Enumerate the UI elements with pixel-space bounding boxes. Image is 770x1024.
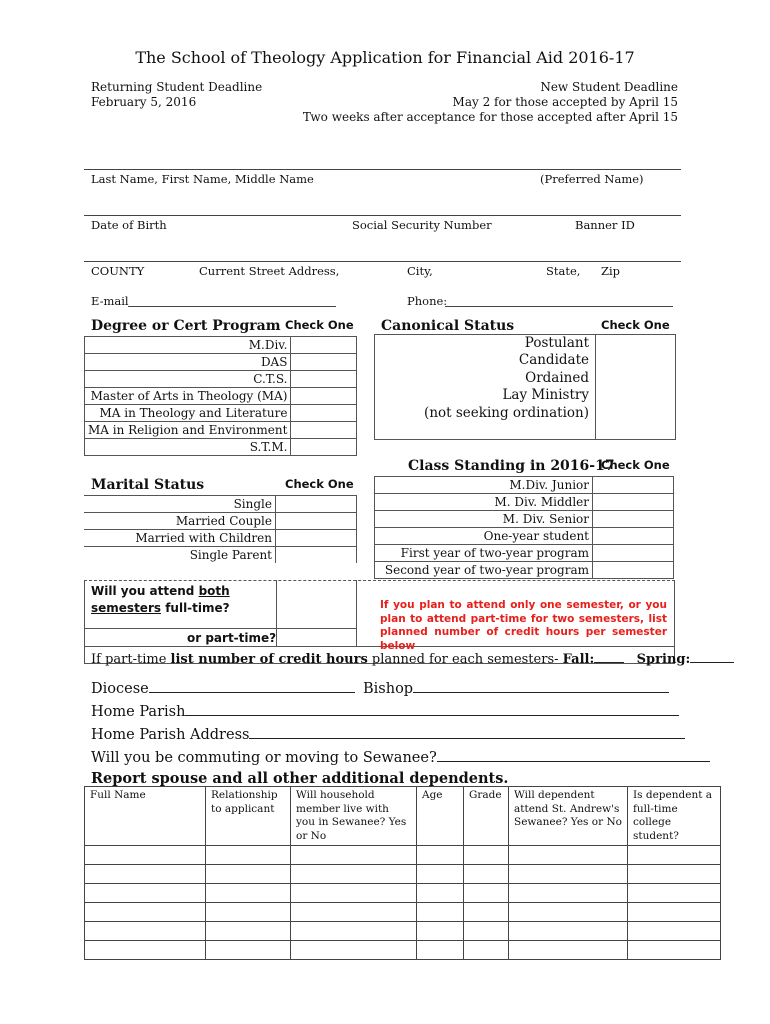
returning-deadline-date: February 5, 2016 <box>91 95 197 109</box>
zip-label: Zip <box>601 264 621 278</box>
county-label: COUNTY <box>91 264 145 278</box>
state-label: State, <box>546 264 581 278</box>
fall-credits-input[interactable] <box>594 648 624 663</box>
class-row <box>375 511 674 528</box>
class-standing-table <box>374 476 674 579</box>
degree-checkbox[interactable] <box>291 388 357 405</box>
marital-row <box>84 513 357 530</box>
email-label: E-mail <box>91 294 129 308</box>
diocese-field: Diocese <box>91 678 355 697</box>
returning-deadline-label: Returning Student Deadline <box>91 80 263 94</box>
marital-checkbox[interactable] <box>276 547 357 564</box>
commute-input[interactable] <box>437 747 710 762</box>
phone-input[interactable] <box>445 306 673 307</box>
new-deadline-line1: May 2 for those accepted by April 15 <box>452 95 678 109</box>
page-title: The School of Theology Application for Financial Aid 2016-17 <box>135 48 635 67</box>
degree-heading: Degree or Cert Program <box>91 318 281 334</box>
attendance-note: If you plan to attend only one semester, or you plan to attend part-time for two semesters, list planned number of credit hours per semester below <box>380 599 667 652</box>
degree-row <box>85 354 357 371</box>
marital-option: Married Couple <box>84 513 276 530</box>
home-parish-address-input[interactable] <box>249 724 685 739</box>
degree-checkbox[interactable] <box>291 337 357 354</box>
parttime-question: or part-time? <box>187 631 277 645</box>
table-row <box>85 884 721 903</box>
marital-checkbox[interactable] <box>276 530 357 547</box>
marital-checkbox[interactable] <box>276 496 357 513</box>
degree-checkbox[interactable] <box>291 371 357 388</box>
preferred-name-label: (Preferred Name) <box>540 172 644 186</box>
class-standing-check-one: Check One <box>601 458 670 472</box>
dob-line[interactable] <box>84 215 681 216</box>
new-deadline-line2: Two weeks after acceptance for those accepted after April 15 <box>302 110 678 124</box>
home-parish-address-field: Home Parish Address <box>91 724 685 743</box>
class-checkbox[interactable] <box>593 528 674 545</box>
ssn-label: Social Security Number <box>352 218 492 232</box>
degree-checkbox[interactable] <box>291 422 357 439</box>
degree-table <box>84 336 357 456</box>
table-row <box>85 903 721 922</box>
canonical-option: Candidate <box>518 352 589 369</box>
canonical-box <box>374 334 676 440</box>
marital-row <box>84 547 357 564</box>
credit-hours-line: If part-time list number of credit hours planned for each semesters- Fall: Spring: <box>91 648 734 667</box>
name-label: Last Name, First Name, Middle Name <box>91 172 314 186</box>
class-row <box>375 477 674 494</box>
class-row <box>375 545 674 562</box>
marital-checkbox[interactable] <box>276 513 357 530</box>
street-label: Current Street Address, <box>199 264 340 278</box>
marital-check-one: Check One <box>285 477 354 491</box>
dependents-header-row <box>85 787 721 846</box>
bishop-input[interactable] <box>413 678 669 693</box>
fulltime-question: Will you attend both semesters full-time? <box>91 584 230 615</box>
fulltime-checkbox[interactable] <box>277 581 356 628</box>
degree-checkbox[interactable] <box>291 405 357 422</box>
col-relationship: Relationship to applicant <box>206 787 291 846</box>
class-checkbox[interactable] <box>593 545 674 562</box>
degree-row <box>85 371 357 388</box>
degree-option: DAS <box>85 354 291 371</box>
canonical-check-one: Check One <box>601 318 670 332</box>
degree-row <box>85 337 357 354</box>
class-checkbox[interactable] <box>593 477 674 494</box>
commute-field: Will you be commuting or moving to Sewanee? <box>91 747 710 766</box>
class-checkbox[interactable] <box>593 494 674 511</box>
class-standing-heading: Class Standing in 2016-17 <box>408 458 615 474</box>
marital-option: Married with Children <box>84 530 276 547</box>
degree-row <box>85 405 357 422</box>
class-option: M.Div. Junior <box>375 477 593 494</box>
degree-row <box>85 439 357 456</box>
canonical-option: Postulant <box>524 335 589 351</box>
new-deadline-label: New Student Deadline <box>540 80 678 94</box>
table-row <box>85 846 721 865</box>
col-age: Age <box>417 787 464 846</box>
degree-checkbox[interactable] <box>291 439 357 456</box>
class-checkbox[interactable] <box>593 562 674 579</box>
table-row <box>85 941 721 960</box>
bishop-field: Bishop <box>363 678 669 697</box>
class-row <box>375 494 674 511</box>
degree-option: MA in Theology and Literature <box>85 405 291 422</box>
degree-check-one: Check One <box>285 318 354 332</box>
col-college-student: Is dependent a full-time college student? <box>628 787 721 846</box>
home-parish-input[interactable] <box>185 701 679 716</box>
marital-option: Single <box>84 496 276 513</box>
col-grade: Grade <box>464 787 509 846</box>
degree-option: MA in Religion and Environment <box>85 422 291 439</box>
degree-option: S.T.M. <box>85 439 291 456</box>
class-row <box>375 528 674 545</box>
col-full-name: Full Name <box>85 787 206 846</box>
class-checkbox[interactable] <box>593 511 674 528</box>
degree-option: C.T.S. <box>85 371 291 388</box>
banner-id-label: Banner ID <box>575 218 635 232</box>
canonical-option: Ordained <box>525 369 589 386</box>
degree-option: Master of Arts in Theology (MA) <box>85 388 291 405</box>
dependents-heading: Report spouse and all other additional dependents. <box>91 770 509 787</box>
email-input[interactable] <box>128 306 336 307</box>
canonical-heading: Canonical Status <box>381 318 515 334</box>
marital-row <box>84 530 357 547</box>
class-option: M. Div. Senior <box>375 511 593 528</box>
class-option: First year of two-year program <box>375 545 593 562</box>
marital-option: Single Parent <box>84 547 276 564</box>
class-option: Second year of two-year program <box>375 562 593 579</box>
table-row <box>85 865 721 884</box>
canonical-option: (not seeking ordination) <box>424 404 589 421</box>
degree-row <box>85 388 357 405</box>
marital-table <box>84 495 357 563</box>
degree-row <box>85 422 357 439</box>
attendance-divider <box>356 580 357 646</box>
degree-checkbox[interactable] <box>291 354 357 371</box>
class-option: One-year student <box>375 528 593 545</box>
class-row <box>375 562 674 579</box>
degree-option: M.Div. <box>85 337 291 354</box>
dob-label: Date of Birth <box>91 218 167 232</box>
marital-heading: Marital Status <box>91 477 205 493</box>
home-parish-field: Home Parish <box>91 701 679 720</box>
table-row <box>85 922 721 941</box>
parttime-checkbox[interactable] <box>277 629 356 646</box>
canonical-option: Lay Ministry <box>502 387 589 404</box>
dependents-table <box>84 786 721 960</box>
marital-row <box>84 496 357 513</box>
canonical-checkbox[interactable] <box>597 335 675 439</box>
name-line[interactable] <box>84 169 681 170</box>
col-lives-with-you: Will household member live with you in Sewanee? Yes or No <box>291 787 417 846</box>
class-option: M. Div. Middler <box>375 494 593 511</box>
col-st-andrews: Will dependent attend St. Andrew's Sewanee? Yes or No <box>509 787 628 846</box>
diocese-input[interactable] <box>149 678 355 693</box>
city-label: City, <box>407 264 433 278</box>
address-line[interactable] <box>84 261 681 262</box>
spring-credits-input[interactable] <box>690 648 734 663</box>
phone-label: Phone: <box>407 294 448 308</box>
